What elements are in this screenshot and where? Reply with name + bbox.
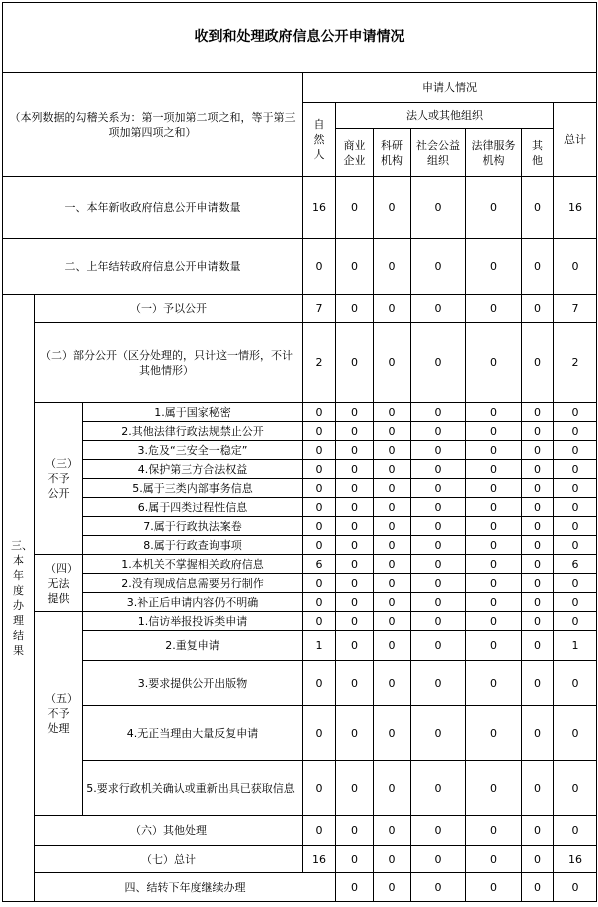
cell-value: 0 bbox=[411, 574, 466, 593]
cell-value: 0 bbox=[466, 574, 522, 593]
cell-value: 0 bbox=[554, 574, 597, 593]
cell-value: 0 bbox=[303, 441, 336, 460]
cell-value: 0 bbox=[466, 555, 522, 574]
cell-value: 2 bbox=[554, 323, 597, 403]
cell-value: 0 bbox=[336, 612, 374, 631]
group-label: （三）不予公开 bbox=[35, 403, 83, 555]
row-label: 5.属于三类内部事务信息 bbox=[83, 479, 303, 498]
row-label: 3.补正后申请内容仍不明确 bbox=[83, 593, 303, 612]
cell-value: 0 bbox=[554, 441, 597, 460]
header-sub-business: 商业企业 bbox=[336, 129, 374, 177]
cell-value: 0 bbox=[466, 323, 522, 403]
cell-value: 0 bbox=[522, 323, 554, 403]
cell-value: 0 bbox=[374, 706, 411, 761]
cell-value: 0 bbox=[411, 460, 466, 479]
cell-value: 0 bbox=[522, 403, 554, 422]
row-label: 四、结转下年度继续办理 bbox=[35, 873, 336, 902]
cell-value: 0 bbox=[374, 239, 411, 295]
header-sub-other: 其他 bbox=[522, 129, 554, 177]
cell-value: 0 bbox=[336, 441, 374, 460]
cell-value: 16 bbox=[303, 846, 336, 873]
row-label: 1.属于国家秘密 bbox=[83, 403, 303, 422]
cell-value: 7 bbox=[554, 295, 597, 323]
cell-value: 0 bbox=[522, 517, 554, 536]
row-label: 7.属于行政执法案卷 bbox=[83, 517, 303, 536]
cell-value: 0 bbox=[336, 498, 374, 517]
cell-value: 0 bbox=[374, 574, 411, 593]
cell-value: 0 bbox=[411, 441, 466, 460]
header-applicant-situation: 申请人情况 bbox=[303, 73, 597, 103]
cell-value: 0 bbox=[522, 295, 554, 323]
cell-value: 0 bbox=[554, 816, 597, 846]
cell-value: 0 bbox=[374, 323, 411, 403]
cell-value: 0 bbox=[411, 479, 466, 498]
row-label: 2.没有现成信息需要另行制作 bbox=[83, 574, 303, 593]
cell-value: 0 bbox=[336, 536, 374, 555]
group-label: （五）不予处理 bbox=[35, 612, 83, 816]
cell-value: 0 bbox=[554, 498, 597, 517]
cell-value: 0 bbox=[303, 403, 336, 422]
cell-value: 6 bbox=[303, 555, 336, 574]
row-label: 1.本机关不掌握相关政府信息 bbox=[83, 555, 303, 574]
cell-value: 16 bbox=[554, 177, 597, 239]
cell-value: 0 bbox=[336, 295, 374, 323]
cell-value: 0 bbox=[466, 239, 522, 295]
cell-value: 0 bbox=[554, 479, 597, 498]
cell-value: 0 bbox=[466, 612, 522, 631]
cell-value: 0 bbox=[522, 761, 554, 816]
cell-value: 1 bbox=[303, 631, 336, 661]
cell-value: 0 bbox=[374, 593, 411, 612]
cell-value: 0 bbox=[374, 460, 411, 479]
cell-value: 0 bbox=[411, 422, 466, 441]
cell-value: 0 bbox=[522, 422, 554, 441]
cell-value: 16 bbox=[303, 177, 336, 239]
row-label: 8.属于行政查询事项 bbox=[83, 536, 303, 555]
cell-value: 0 bbox=[411, 403, 466, 422]
row-label: 4.无正当理由大量反复申请 bbox=[83, 706, 303, 761]
cell-value: 0 bbox=[374, 422, 411, 441]
row-label: 4.保护第三方合法权益 bbox=[83, 460, 303, 479]
cell-value: 0 bbox=[374, 403, 411, 422]
cell-value: 0 bbox=[554, 873, 597, 902]
cell-value: 0 bbox=[522, 239, 554, 295]
applications-table bbox=[2, 2, 597, 902]
cell-value: 0 bbox=[522, 536, 554, 555]
cell-value: 0 bbox=[522, 498, 554, 517]
table-title: 收到和处理政府信息公开申请情况 bbox=[3, 3, 597, 73]
cell-value: 0 bbox=[522, 555, 554, 574]
cell-value: 0 bbox=[336, 460, 374, 479]
cell-value: 0 bbox=[466, 517, 522, 536]
cell-value: 0 bbox=[466, 846, 522, 873]
cell-value: 0 bbox=[466, 761, 522, 816]
row-label: 2.重复申请 bbox=[83, 631, 303, 661]
cell-value: 0 bbox=[411, 593, 466, 612]
cell-value: 0 bbox=[466, 422, 522, 441]
cell-value: 0 bbox=[554, 593, 597, 612]
cell-value: 0 bbox=[522, 574, 554, 593]
cell-value: 0 bbox=[411, 761, 466, 816]
cell-value: 0 bbox=[336, 403, 374, 422]
row-label: （二）部分公开（区分处理的，只计这一情形，不计其他情形） bbox=[35, 323, 303, 403]
row-label: 5.要求行政机关确认或重新出具已获取信息 bbox=[83, 761, 303, 816]
cell-value: 0 bbox=[522, 441, 554, 460]
cell-value: 0 bbox=[336, 706, 374, 761]
cell-value: 0 bbox=[466, 631, 522, 661]
cell-value: 0 bbox=[411, 846, 466, 873]
row-label: （一）予以公开 bbox=[35, 295, 303, 323]
row-label: 一、本年新收政府信息公开申请数量 bbox=[3, 177, 303, 239]
cell-value: 0 bbox=[554, 661, 597, 706]
cell-value: 0 bbox=[336, 323, 374, 403]
row-label: （七）总计 bbox=[35, 846, 303, 873]
header-legal-group: 法人或其他组织 bbox=[336, 103, 554, 129]
section3-label: 三、本年度办理结果 bbox=[3, 295, 35, 902]
cell-value: 0 bbox=[411, 239, 466, 295]
row-label: 2.其他法律行政法规禁止公开 bbox=[83, 422, 303, 441]
cell-value: 0 bbox=[336, 177, 374, 239]
cell-value: 0 bbox=[522, 706, 554, 761]
cell-value: 0 bbox=[411, 873, 466, 902]
cell-value: 0 bbox=[554, 403, 597, 422]
cell-value: 0 bbox=[303, 661, 336, 706]
cell-value: 0 bbox=[336, 846, 374, 873]
cell-value: 0 bbox=[336, 239, 374, 295]
header-natural-person: 自然人 bbox=[303, 103, 336, 177]
cell-value: 0 bbox=[336, 422, 374, 441]
cell-value: 0 bbox=[554, 460, 597, 479]
cell-value: 0 bbox=[411, 555, 466, 574]
cell-value: 0 bbox=[336, 555, 374, 574]
header-sub-research: 科研机构 bbox=[374, 129, 411, 177]
cell-value: 0 bbox=[466, 661, 522, 706]
cell-value: 0 bbox=[303, 498, 336, 517]
cell-value: 0 bbox=[374, 536, 411, 555]
cell-value: 6 bbox=[554, 555, 597, 574]
cell-value: 0 bbox=[411, 517, 466, 536]
cell-value: 0 bbox=[374, 479, 411, 498]
cell-value: 0 bbox=[303, 816, 336, 846]
cell-value: 0 bbox=[466, 706, 522, 761]
cell-value: 0 bbox=[411, 177, 466, 239]
cell-value: 0 bbox=[466, 460, 522, 479]
cell-value: 0 bbox=[303, 422, 336, 441]
cell-value: 0 bbox=[374, 873, 411, 902]
cell-value: 0 bbox=[374, 761, 411, 816]
cell-value: 0 bbox=[374, 517, 411, 536]
cell-value: 0 bbox=[411, 631, 466, 661]
cell-value: 16 bbox=[554, 846, 597, 873]
cell-value: 0 bbox=[411, 536, 466, 555]
cell-value: 0 bbox=[411, 295, 466, 323]
cell-value: 0 bbox=[374, 498, 411, 517]
cell-value: 0 bbox=[522, 479, 554, 498]
cell-value: 2 bbox=[303, 323, 336, 403]
cell-value: 0 bbox=[336, 661, 374, 706]
cell-value: 0 bbox=[411, 323, 466, 403]
cell-value: 0 bbox=[554, 422, 597, 441]
cell-value: 0 bbox=[303, 460, 336, 479]
header-note: （本列数据的勾稽关系为：第一项加第二项之和，等于第三项加第四项之和） bbox=[3, 73, 303, 177]
cell-value: 0 bbox=[466, 295, 522, 323]
cell-value: 0 bbox=[522, 661, 554, 706]
cell-value: 0 bbox=[522, 631, 554, 661]
cell-value: 0 bbox=[522, 873, 554, 902]
cell-value: 0 bbox=[374, 177, 411, 239]
cell-value: 0 bbox=[554, 761, 597, 816]
cell-value: 0 bbox=[466, 441, 522, 460]
cell-value: 0 bbox=[374, 846, 411, 873]
cell-value: 0 bbox=[522, 593, 554, 612]
row-label: 二、上年结转政府信息公开申请数量 bbox=[3, 239, 303, 295]
cell-value: 0 bbox=[411, 498, 466, 517]
cell-value: 0 bbox=[336, 479, 374, 498]
cell-value: 0 bbox=[303, 239, 336, 295]
cell-value: 0 bbox=[466, 498, 522, 517]
cell-value: 0 bbox=[466, 593, 522, 612]
cell-value: 0 bbox=[303, 612, 336, 631]
cell-value: 0 bbox=[303, 536, 336, 555]
cell-value: 1 bbox=[554, 631, 597, 661]
cell-value: 0 bbox=[336, 816, 374, 846]
header-total: 总计 bbox=[554, 103, 597, 177]
cell-value: 0 bbox=[374, 612, 411, 631]
cell-value: 0 bbox=[374, 555, 411, 574]
cell-value: 0 bbox=[303, 706, 336, 761]
cell-value: 0 bbox=[303, 761, 336, 816]
cell-value: 0 bbox=[411, 612, 466, 631]
cell-value: 0 bbox=[466, 403, 522, 422]
row-label: （六）其他处理 bbox=[35, 816, 303, 846]
cell-value: 0 bbox=[374, 441, 411, 460]
cell-value: 0 bbox=[411, 706, 466, 761]
cell-value: 0 bbox=[554, 239, 597, 295]
cell-value: 0 bbox=[411, 661, 466, 706]
cell-value: 0 bbox=[554, 706, 597, 761]
cell-value: 0 bbox=[522, 816, 554, 846]
cell-value: 0 bbox=[554, 612, 597, 631]
cell-value: 0 bbox=[303, 593, 336, 612]
cell-value: 0 bbox=[336, 631, 374, 661]
cell-value: 7 bbox=[303, 295, 336, 323]
cell-value: 0 bbox=[336, 517, 374, 536]
cell-value: 0 bbox=[374, 295, 411, 323]
header-sub-legal-service: 法律服务机构 bbox=[466, 129, 522, 177]
cell-value: 0 bbox=[336, 873, 374, 902]
cell-value: 0 bbox=[336, 574, 374, 593]
cell-value: 0 bbox=[522, 846, 554, 873]
row-label: 1.信访举报投诉类申请 bbox=[83, 612, 303, 631]
cell-value: 0 bbox=[303, 574, 336, 593]
cell-value: 0 bbox=[374, 631, 411, 661]
cell-value: 0 bbox=[374, 661, 411, 706]
row-label: 3.危及“三安全一稳定” bbox=[83, 441, 303, 460]
cell-value: 0 bbox=[336, 761, 374, 816]
cell-value: 0 bbox=[466, 816, 522, 846]
cell-value: 0 bbox=[466, 177, 522, 239]
group-label: （四）无法提供 bbox=[35, 555, 83, 612]
cell-value: 0 bbox=[554, 517, 597, 536]
cell-value: 0 bbox=[411, 816, 466, 846]
cell-value: 0 bbox=[303, 517, 336, 536]
cell-value: 0 bbox=[554, 536, 597, 555]
cell-value: 0 bbox=[522, 177, 554, 239]
cell-value: 0 bbox=[466, 536, 522, 555]
header-sub-public-welfare: 社会公益组织 bbox=[411, 129, 466, 177]
cell-value: 0 bbox=[522, 612, 554, 631]
cell-value: 0 bbox=[303, 479, 336, 498]
cell-value: 0 bbox=[336, 593, 374, 612]
cell-value: 0 bbox=[466, 873, 522, 902]
cell-value: 0 bbox=[466, 479, 522, 498]
cell-value: 0 bbox=[374, 816, 411, 846]
row-label: 3.要求提供公开出版物 bbox=[83, 661, 303, 706]
cell-value: 0 bbox=[522, 460, 554, 479]
row-label: 6.属于四类过程性信息 bbox=[83, 498, 303, 517]
